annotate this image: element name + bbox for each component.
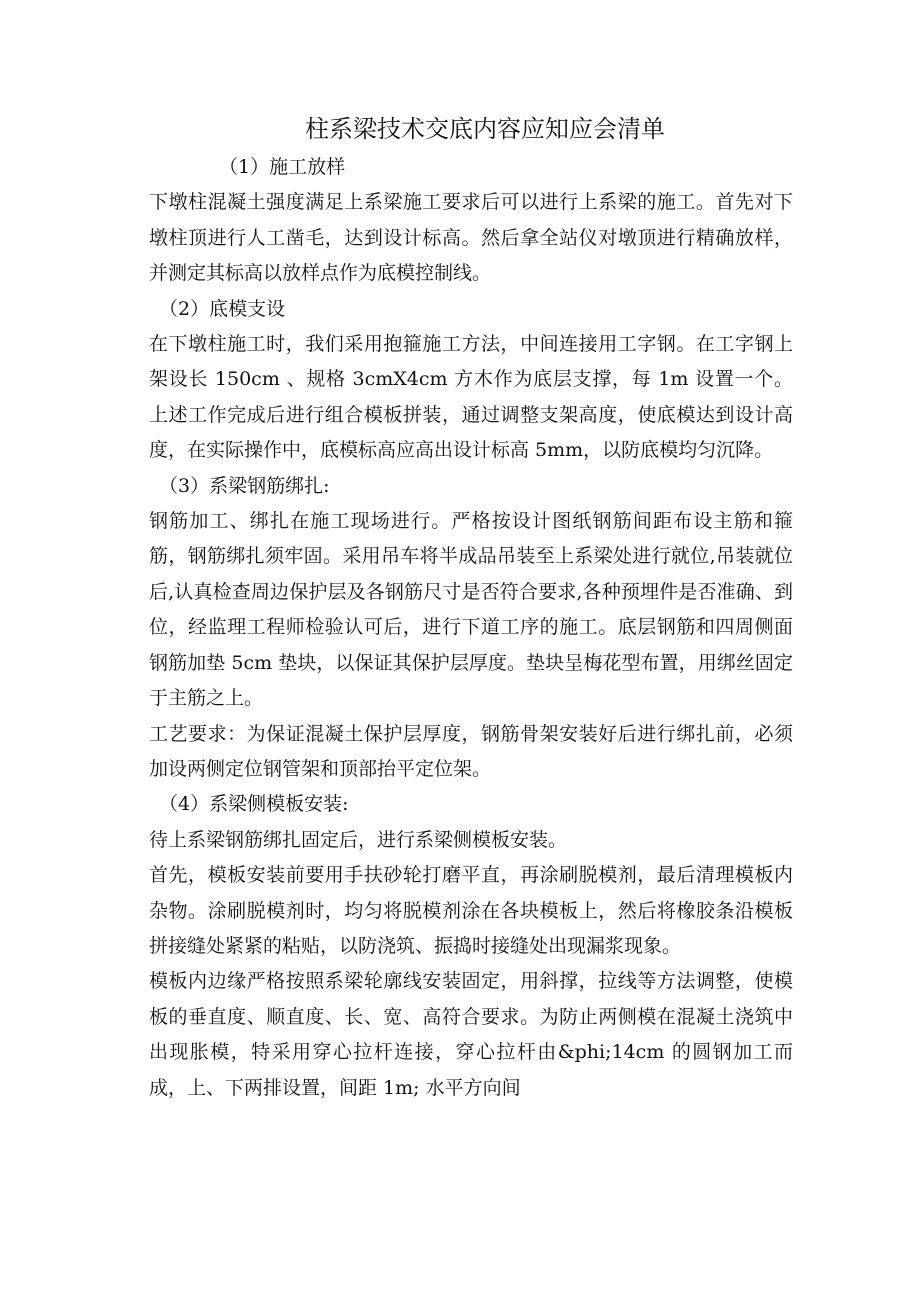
paragraph: 钢筋加工、绑扎在施工现场进行。严格按设计图纸钢筋间距布设主筋和箍筋，钢筋绑扎须牢固。采用吊车将半成品吊装至上系梁处进行就位,吊装就位后,认真检查周边保护层及各钢筋尺寸是否符合要求,各种预埋件是否准确、到位，经监理工程师检验认可后，进行下道工序的施工。底层钢筋和四周侧面钢筋加垫 5cm 垫块，以保证其保护层厚度。垫块呈梅花型布置，用绑丝固定于主筋之上。	[149, 510, 793, 710]
paragraph: 工艺要求：为保证混凝土保护层厚度，钢筋骨架安装好后进行绑扎前，必须加设两侧定位钢管架和顶部抬平定位架。	[149, 722, 793, 780]
section-heading: （4）系梁侧模板安装:	[159, 793, 349, 816]
paragraph: 待上系梁钢筋绑扎固定后，进行系梁侧模板安装。	[149, 828, 568, 851]
document-title: 柱系梁技术交底内容应知应会清单	[305, 115, 665, 143]
paragraph: 首先，模板安装前要用手扶砂轮打磨平直，再涂刷脱模剂，最后清理模板内杂物。涂刷脱模剂时，均匀将脱模剂涂在各块模板上，然后将橡胶条沿模板拼接缝处紧紧的粘贴，以防浇筑、振捣时接缝处出现漏浆现象。	[149, 864, 793, 957]
document-body	[139, 150, 793, 1106]
section-heading: （3）系梁钢筋绑扎:	[159, 474, 330, 497]
paragraph: 在下墩柱施工时，我们采用抱箍施工方法，中间连接用工字钢。在工字钢上架设长 150cm 、规格 3cmX4cm 方木作为底层支撑，每 1m 设置一个。上述工作完成后进行组合模板拼装，通过调整支架高度，使底模达到设计高度，在实际操作中，底模标高应高出设计标高 5mm，以防底模均匀沉降。	[149, 333, 793, 462]
paragraph: 模板内边缘严格按照系梁轮廓线安装固定，用斜撑，拉线等方法调整，使模板的垂直度、顺直度、长、宽、高符合要求。为防止两侧模在混凝土浇筑中出现胀模，特采用穿心拉杆连接，穿心拉杆由&phi;14cm 的圆钢加工而成，上、下两排设置，间距 1m; 水平方向间	[149, 970, 793, 1099]
section-heading: （1）施工放样	[219, 156, 346, 178]
paragraph: 下墩柱混凝土强度满足上系梁施工要求后可以进行上系梁的施工。首先对下墩柱顶进行人工凿毛，达到设计标高。然后拿全站仪对墩顶进行精确放样，并测定其标高以放样点作为底模控制线。	[149, 191, 793, 285]
section-heading: （2）底模支设	[159, 297, 286, 320]
